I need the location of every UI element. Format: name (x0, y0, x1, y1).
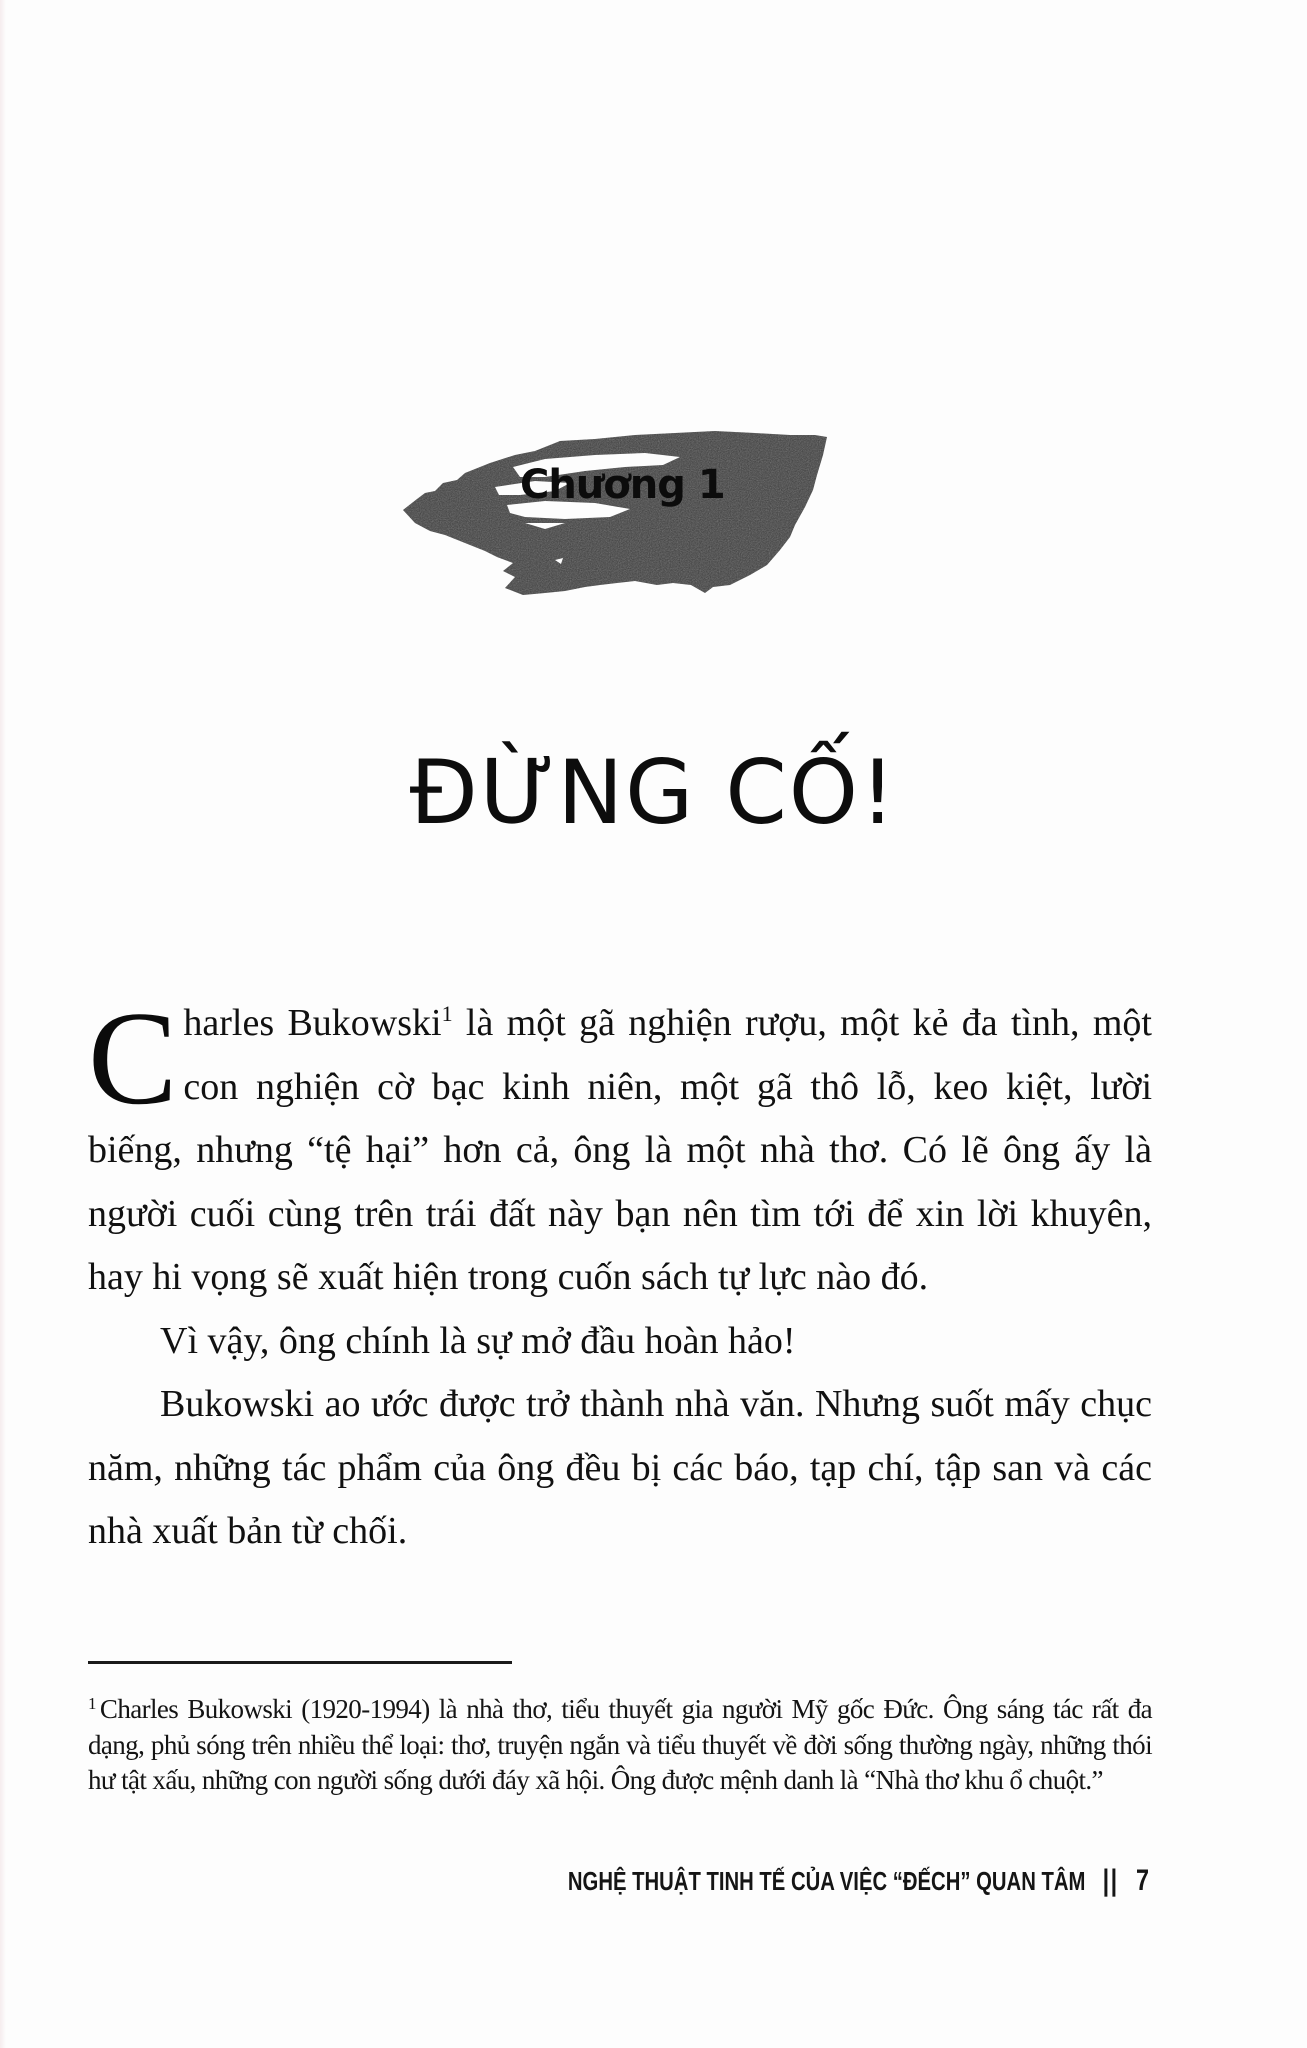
footnote-reference[interactable]: 1 (441, 1001, 453, 1026)
brush-stroke-icon (395, 425, 835, 600)
paragraph-text: là một gã nghiện rượu, một kẻ đa tình, một con nghiện cờ bạc kinh niên, một gã thô lỗ, keo kiệt, lười biếng, nhưng “tệ hại” hơn cả, ông là một nhà thơ. Có lẽ ông ấy là người cuối cùng trên trái đất này bạn nên tìm tới để xin lời khuyên, hay hi vọng sẽ xuất hiện trong cuốn sách tự lực nào đó. (88, 1002, 1152, 1298)
footnote-marker: 1 (88, 1694, 96, 1713)
chapter-title: ĐỪNG CỐ! (409, 740, 898, 844)
chapter-label: Chương 1 (520, 462, 725, 508)
page-number: 7 (1135, 1864, 1149, 1897)
drop-cap: C (88, 984, 178, 1132)
running-footer (568, 1866, 1149, 1896)
paragraph: Vì vậy, ông chính là sự mở đầu hoàn hảo! (160, 1319, 796, 1362)
footnote-divider (88, 1661, 512, 1664)
paragraph: Bukowski ao ước được trở thành nhà văn. Nhưng suốt mấy chục năm, những tác phẩm của ông đều bị các báo, tạp chí, tập san và các nhà xuất bản từ chối. (88, 1383, 1152, 1552)
chapter-banner (395, 425, 835, 600)
page-gutter-edge (0, 0, 6, 2048)
footnote (88, 1692, 1152, 1799)
body-text (88, 984, 1152, 1564)
book-title: NGHỆ THUẬT TINH TẾ CỦA VIỆC “ĐẾCH” QUAN TÂM (567, 1866, 1086, 1896)
footer-separator: || (1102, 1864, 1119, 1897)
paragraph (88, 984, 1152, 1310)
footnote-text: Charles Bukowski (1920-1994) là nhà thơ, tiểu thuyết gia người Mỹ gốc Đức. Ông sáng tác rất đa dạng, phủ sóng trên nhiều thể loại: thơ, truyện ngắn và tiểu thuyết về đời sống thường ngày, những thói hư tật xấu, những con người sống dưới đáy xã hội. Ông được mệnh danh là “Nhà thơ khu ổ chuột.” (88, 1694, 1152, 1795)
paragraph-text: harles Bukowski (183, 1002, 442, 1044)
